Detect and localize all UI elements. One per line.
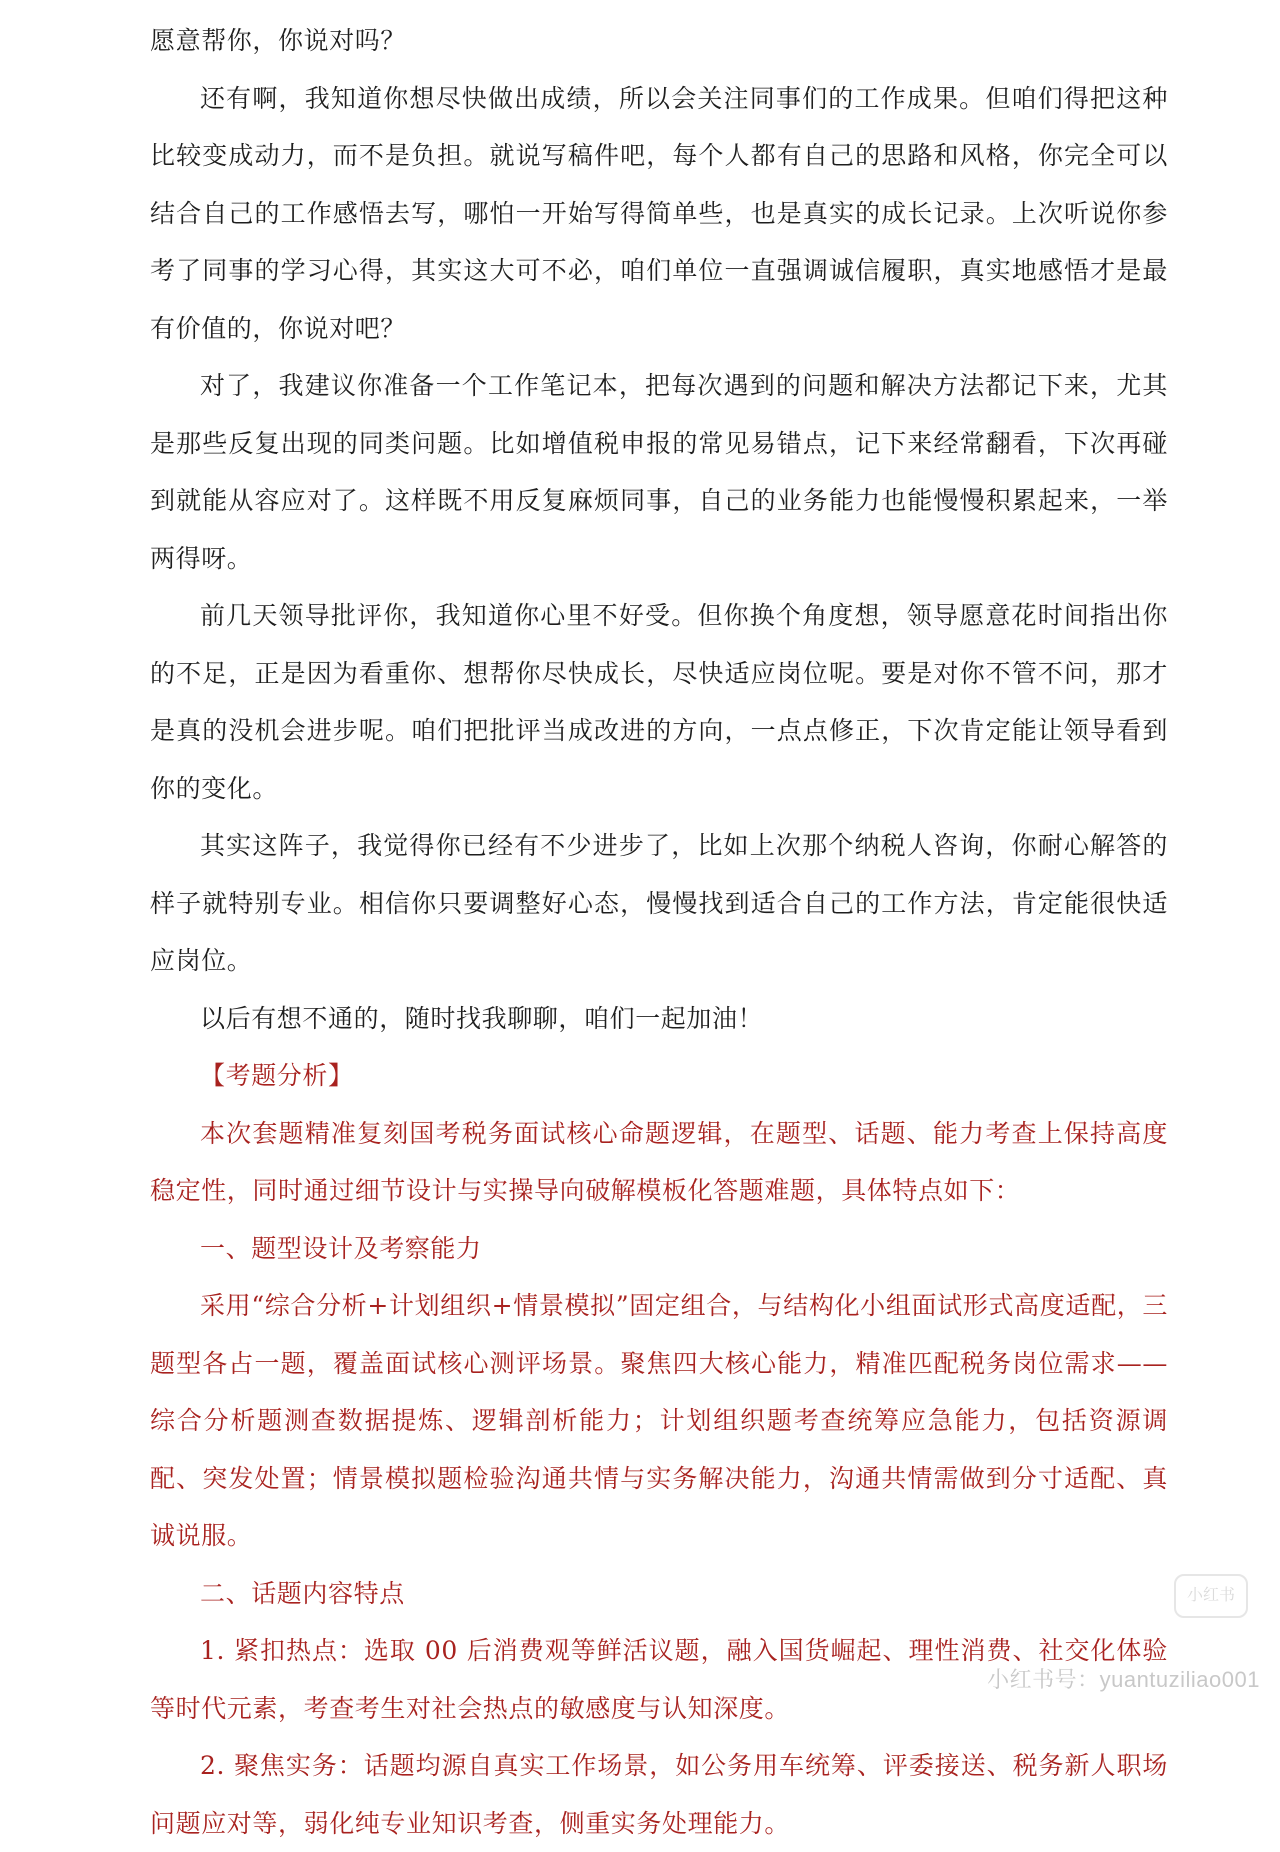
watermark-text: 小红书号：yuantuziliao001 xyxy=(987,1667,1260,1692)
paragraph-question-design: 采用“综合分析+计划组织+情景模拟”固定组合，与结构化小组面试形式高度适配，三题型各占一题，覆盖面试核心测评场景。聚焦四大核心能力，精准匹配税务岗位需求——综合分析题测查数据提炼、逻辑剖析能力；计划组织题考查统筹应急能力，包括资源调配、突发处置；情景模拟题检验沟通共情与实务解决能力，沟通共情需做到分寸适配、真诚说服。 xyxy=(150,1291,1168,1550)
subheading-topic-features: 二、话题内容特点 xyxy=(200,1578,405,1608)
section-heading-analysis: 【考题分析】 xyxy=(200,1061,354,1090)
watermark-logo: 小红书 xyxy=(1174,1574,1248,1618)
paragraph-continuation: 愿意帮你，你说对吗？ xyxy=(150,26,407,55)
paragraph-progress-encouragement: 其实这阵子，我觉得你已经有不少进步了，比如上次那个纳税人咨询，你耐心解答的样子就特别专业。相信你只要调整好心态，慢慢找到适合自己的工作方法，肯定能很快适应岗位。 xyxy=(150,831,1168,975)
paragraph-topic-hotspot: 1. 紧扣热点：选取 00 后消费观等鲜活议题，融入国货崛起、理性消费、社交化体验等时代元素，考查考生对社会热点的敏感度与认知深度。 xyxy=(150,1636,1168,1723)
paragraph-analysis-intro: 本次套题精准复刻国考税务面试核心命题逻辑，在题型、话题、能力考查上保持高度稳定性，同时通过细节设计与实操导向破解模板化答题难题，具体特点如下： xyxy=(150,1118,1168,1205)
paragraph-closing: 以后有想不通的，随时找我聊聊，咱们一起加油！ xyxy=(200,1003,764,1033)
subheading-question-design: 一、题型设计及考察能力 xyxy=(200,1233,482,1263)
paragraph-notebook-advice: 对了，我建议你准备一个工作笔记本，把每次遇到的问题和解决方法都记下来，尤其是那些反复出现的同类问题。比如增值税申报的常见易错点，记下来经常翻看，下次再碰到就能从容应对了。这样既不用反复麻烦同事，自己的业务能力也能慢慢积累起来，一举两得呀。 xyxy=(150,371,1168,573)
paragraph-topic-practice: 2. 聚焦实务：话题均源自真实工作场景，如公务用车统筹、评委接送、税务新人职场问题应对等，弱化纯专业知识考查，侧重实务处理能力。 xyxy=(150,1751,1168,1838)
document-body xyxy=(150,12,1168,1852)
paragraph-criticism-advice: 前几天领导批评你，我知道你心里不好受。但你换个角度想，领导愿意花时间指出你的不足，正是因为看重你、想帮你尽快成长，尽快适应岗位呢。要是对你不管不问，那才是真的没机会进步呢。咱们把批评当成改进的方向，一点点修正，下次肯定能让领导看到你的变化。 xyxy=(150,601,1168,803)
paragraph-comparison-advice: 还有啊，我知道你想尽快做出成绩，所以会关注同事们的工作成果。但咱们得把这种比较变成动力，而不是负担。就说写稿件吧，每个人都有自己的思路和风格，你完全可以结合自己的工作感悟去写，哪怕一开始写得简单些，也是真实的成长记录。上次听说你参考了同事的学习心得，其实这大可不必，咱们单位一直强调诚信履职，真实地感悟才是最有价值的，你说对吧？ xyxy=(150,83,1168,343)
